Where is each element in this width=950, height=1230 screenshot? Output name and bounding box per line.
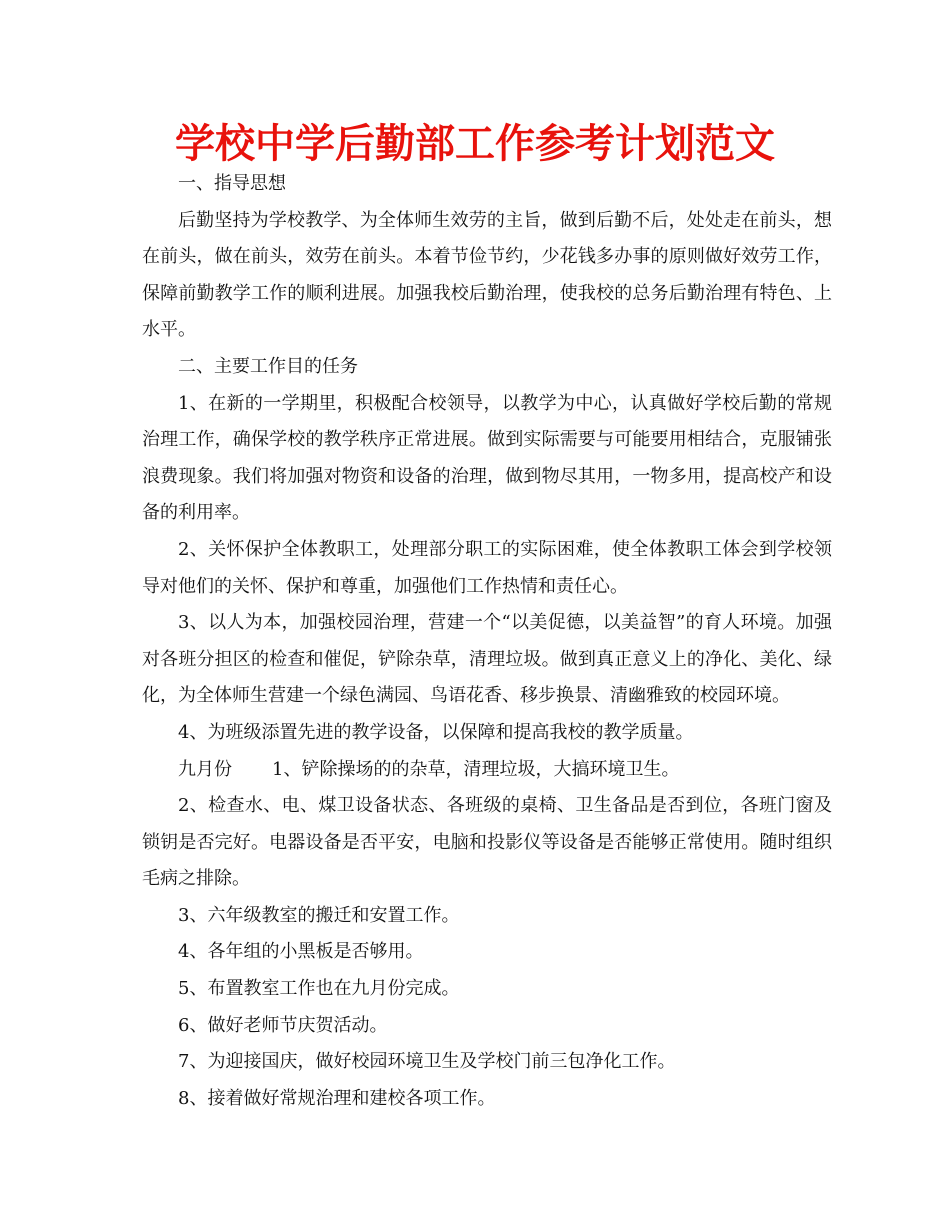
task-item-3: 3、以人为本，加强校园治理，营建一个“以美促德，以美益智”的育人环境。加强对各班分担区的检查和催促，铲除杂草，清理垃圾。做到真正意义上的净化、美化、绿化，为全体师生营建一个绿色满园、鸟语花香、移步换景、清幽雅致的校园环境。 bbox=[142, 612, 832, 707]
section-heading-guiding-ideology: 一、指导思想 bbox=[178, 173, 286, 194]
month-line bbox=[142, 752, 832, 789]
document-title: 学校中学后勤部工作参考计划范文 bbox=[175, 121, 775, 167]
month-item-2: 2、检查水、电、煤卫设备状态、各班级的桌椅、卫生备品是否到位，各班门窗及锁钥是否完好。电器设备是否平安，电脑和投影仪等设备是否能够正常使用。随时组织毛病之排除。 bbox=[142, 795, 832, 890]
month-item-7: 7、为迎接国庆，做好校园环境卫生及学校门前三包净化工作。 bbox=[178, 1051, 676, 1073]
month-item-6: 6、做好老师节庆贺活动。 bbox=[178, 1014, 388, 1036]
month-label: 九月份 bbox=[178, 758, 232, 780]
paragraph-guiding-ideology: 后勤坚持为学校教学、为全体师生效劳的主旨，做到后勤不后，处处走在前头，想在前头，做在前头，效劳在前头。本着节俭节约，少花钱多办事的原则做好效劳工作，保障前勤教学工作的顺利进展。加强我校后勤治理，使我校的总务后勤治理有特色、上水平。 bbox=[142, 209, 832, 341]
month-item-3: 3、六年级教室的搬迁和安置工作。 bbox=[178, 904, 460, 926]
month-item-4: 4、各年组的小黑板是否够用。 bbox=[178, 941, 424, 963]
document-body bbox=[142, 166, 832, 1117]
task-item-2: 2、关怀保护全体教职工，处理部分职工的实际困难，使全体教职工体会到学校领导对他们的关怀、保护和尊重，加强他们工作热情和责任心。 bbox=[142, 538, 832, 597]
month-item-8: 8、接着做好常规治理和建校各项工作。 bbox=[178, 1087, 496, 1109]
task-item-4: 4、为班级添置先进的教学设备，以保障和提高我校的教学质量。 bbox=[178, 721, 694, 743]
section-heading-main-tasks: 二、主要工作目的任务 bbox=[178, 355, 358, 377]
task-item-1: 1、在新的一学期里，积极配合校领导，以教学为中心，认真做好学校后勤的常规治理工作，确保学校的教学秩序正常进展。做到实际需要与可能要用相结合，克服铺张浪费现象。我们将加强对物资和设备的治理，做到物尽其用，一物多用，提高校产和设备的利用率。 bbox=[142, 392, 832, 524]
month-item-5: 5、布置教室工作也在九月份完成。 bbox=[178, 978, 460, 1000]
month-item-1: 1、铲除操场的的杂草，清理垃圾，大搞环境卫生。 bbox=[272, 758, 680, 780]
